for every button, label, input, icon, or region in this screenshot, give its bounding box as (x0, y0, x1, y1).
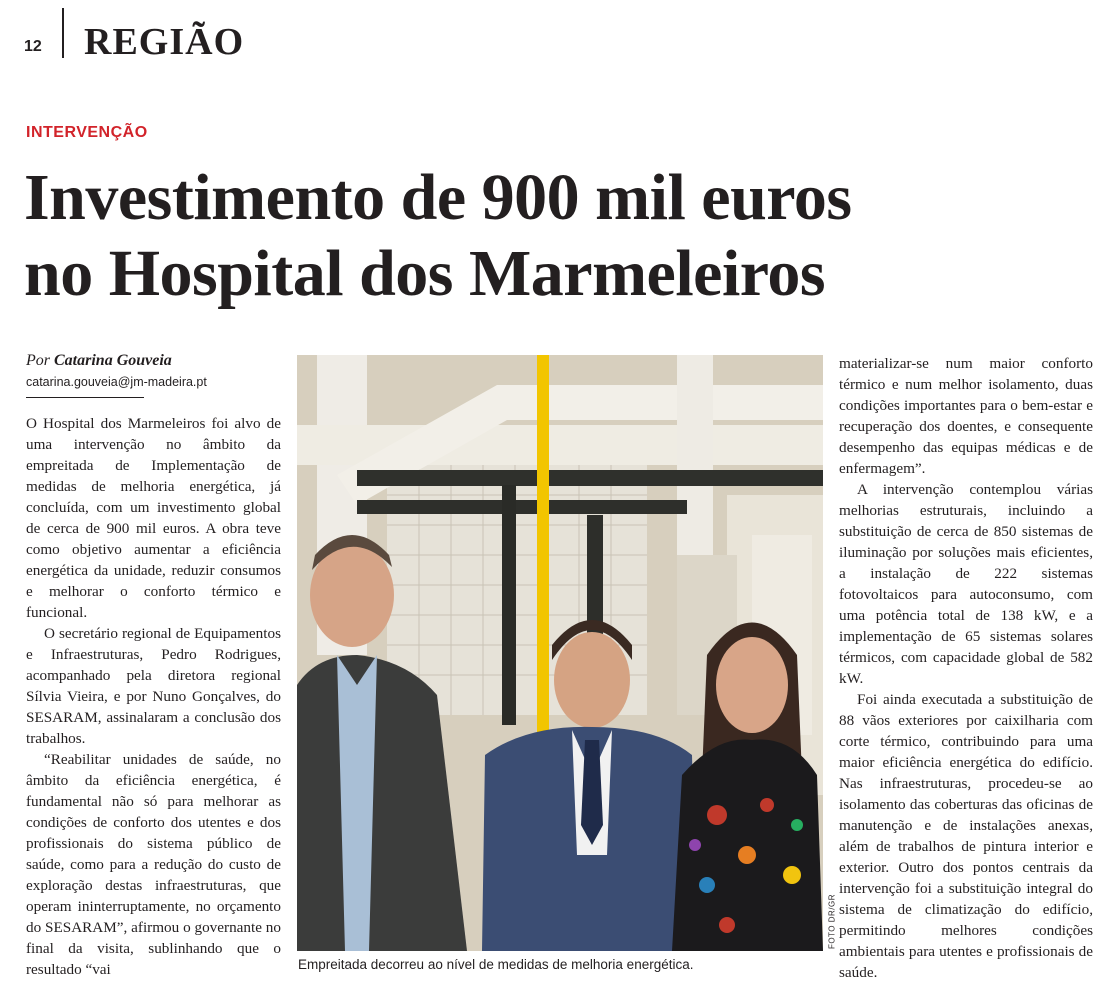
byline-author: Catarina Gouveia (54, 352, 172, 369)
headline-line-1: Investimento de 900 mil euros (24, 161, 852, 234)
photo-credit (824, 895, 838, 951)
page-number: 12 (24, 38, 42, 55)
section-title: REGIÃO (84, 21, 245, 63)
article-column-3 (839, 353, 1093, 983)
byline-rule (26, 397, 144, 398)
article-column-1 (26, 413, 281, 980)
paragraph: O Hospital dos Marmeleiros foi alvo de uma intervenção no âmbito da empreitada de Implementação de medidas de melhoria energética, já concluída, com um investimento global de cerca de 900 mil euros. A obra teve como objetivo aumentar a eficiência energética da unidade, reduzir consumos e melhorar o conforto térmico e funcional. (26, 415, 281, 621)
author-email[interactable]: catarina.gouveia@jm-madeira.pt (26, 375, 207, 389)
article-kicker: INTERVENÇÃO (26, 124, 148, 141)
byline-prefix: Por (26, 352, 50, 369)
article-photo (297, 355, 823, 951)
paragraph: Foi ainda executada a substituição de 88 vãos exteriores por caixilharia com corte térmico, contribuindo para uma maior eficiência energética do edifício. Nas infraestruturas, procedeu-se ao isolamento das coberturas das oficinas de manutenção e de instalações anexas, além de trabalhos de pintura interior e exterior. Outro dos pontos centrais da intervenção foi a substituição integral do sistema de climatização do edifício, permitindo melhores condições ambientais para utentes e profissionais de saúde. (839, 691, 1093, 981)
article-headline (24, 160, 1094, 312)
paragraph: A intervenção contemplou várias melhorias estruturais, incluindo a substituição de cerca de 850 sistemas de iluminação por soluções mais eficientes, a instalação de 222 sistemas fotovoltaicos para autoconsumo, com uma potência total de 138 kW, e a implementação de 65 sistemas solares térmicos, com capacidade global de 582 kW. (839, 481, 1093, 687)
header-divider (62, 8, 64, 58)
paragraph: O secretário regional de Equipamentos e Infraestruturas, Pedro Rodrigues, acompanhado pela diretora regional Sílvia Vieira, e por Nuno Gonçalves, do SESARAM, assinalaram a conclusão dos trabalhos. (26, 625, 281, 747)
photo-credit-text: FOTO DR/GR (827, 893, 837, 950)
byline (26, 352, 172, 370)
paragraph: “Reabilitar unidades de saúde, no âmbito da eficiência energética, é fundamental não só para melhorar as condições de conforto dos utentes e dos profissionais do sistema público de saúde, como para a redução do custo de exploração destas infraestruturas, que operam ininterruptamente, no orçamento do SESARAM”, afirmou o governante no final da visita, sublinhando que o resultado “vai (26, 751, 281, 978)
photo-caption: Empreitada decorreu ao nível de medidas de melhoria energética. (298, 957, 694, 972)
paragraph: materializar-se num maior conforto térmico e num melhor isolamento, duas condições importantes para o bem-estar e recuperação dos doentes, e consequente desempenho das equipas médicas e de enfermagem”. (839, 355, 1093, 477)
headline-line-2: no Hospital dos Marmeleiros (24, 237, 826, 310)
